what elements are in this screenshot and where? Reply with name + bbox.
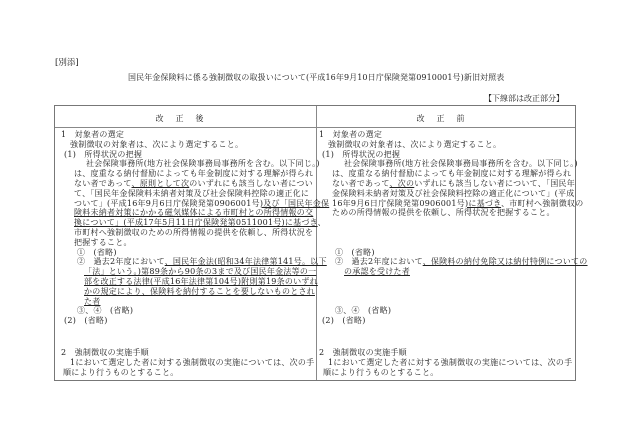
text-line [74, 228, 313, 237]
text-segment: いずれにも該当しない者について、「国民年 [414, 179, 575, 188]
text-segment: ための所得情報の提供を依頼し、所得状況を把握すること。 [332, 208, 555, 218]
annex-label: [別添] [55, 58, 79, 68]
text-line [332, 199, 584, 208]
column-header-after: 改正後 [155, 114, 216, 123]
text-segment: 市町村へ強制徴収のための所得情報の提供を依頼し、所得状況を [74, 228, 314, 237]
text-line [70, 358, 314, 367]
text-line [84, 297, 101, 306]
text-segment: ① (省略) [335, 247, 375, 257]
text-segment: のいずれにも該当しない者につい [189, 179, 313, 188]
text-line [74, 189, 309, 198]
text-line [319, 348, 407, 357]
text-segment: ない者であって [74, 179, 132, 188]
text-line [332, 189, 574, 198]
text-segment: 、 [317, 218, 326, 228]
text-segment: ない者であって [332, 179, 390, 188]
amended-text: )に基づき [465, 198, 502, 208]
text-segment: ② 過去2年度において [335, 257, 423, 267]
text-line [328, 140, 501, 149]
text-line [319, 130, 382, 139]
text-segment: 1 対象者の選定 [61, 130, 125, 139]
text-segment: (2) (省略) [64, 316, 108, 326]
header-divider [55, 127, 575, 128]
text-line [322, 316, 366, 325]
comparison-table [54, 105, 588, 381]
text-line [74, 218, 326, 227]
amended-text: た者 [84, 296, 101, 306]
amended-text: 、原則として次 [131, 179, 190, 188]
text-line [335, 257, 588, 266]
text-line [74, 238, 132, 247]
text-line [335, 248, 375, 257]
amended-text: 、保険料の納付免除又は納付特例についての [422, 257, 588, 267]
text-segment: 、市町村へ強制徴収の [501, 198, 584, 208]
text-segment: ③、④ (省略) [335, 306, 392, 316]
text-line [344, 159, 578, 168]
text-segment: は、度重なる納付督励によっても年金制度に対する理解が得られ [332, 169, 572, 179]
text-segment: 強制徴収の対象者は、次により選定すること。 [70, 139, 244, 149]
text-segment: 1において選定した者に対する強制徴収の実施については、次の手 [70, 358, 315, 367]
text-line [77, 257, 327, 266]
underline-note: 【下線部は改正部分】 [484, 94, 564, 103]
text-segment: 1において選定した者に対する強制徴収の実施については、次の手 [328, 358, 573, 367]
text-segment: て、「国民年金保険料未納者対策及び社会保険料控除の適正化に [74, 188, 310, 198]
text-line [63, 368, 179, 377]
text-segment: ② 過去2年度において [77, 257, 165, 267]
text-line [74, 179, 313, 188]
text-segment: 金保険料未納者対策及び社会保険料控除の適正化について」(平成 [332, 188, 575, 198]
text-line [332, 179, 575, 188]
text-line [61, 130, 124, 139]
text-line [61, 348, 149, 357]
text-segment: 2 強制徴収の実施手順 [61, 348, 149, 357]
amended-text: かの規定により、保険料を納付することを要しないものとされ [84, 286, 315, 296]
text-segment: ③、④ (省略) [77, 306, 134, 316]
text-line [323, 368, 439, 377]
text-line [64, 150, 142, 159]
text-line [77, 306, 133, 315]
text-segment: (1) 所得状況の把握 [322, 149, 401, 159]
amended-text: 険料未納者対策にかかる磁気媒体による市町村との所得情報の交 [74, 208, 314, 218]
column-divider [316, 106, 317, 380]
text-segment: 16年9月6日庁保険発第0906001号 [332, 198, 465, 208]
amended-text: 、国民年金法(昭和34年法律第141号。以下 [164, 257, 327, 267]
text-line [332, 208, 555, 217]
amended-text: 換について」(平成17年5月11日庁保険発第0511001号)に基づき [74, 218, 318, 228]
text-segment: 2 強制徴収の実施手順 [319, 348, 407, 357]
amended-text: の承認を受けた者 [344, 267, 410, 277]
text-line [77, 248, 117, 257]
amended-text: 部を改正する法律(平成16年法律第104号)附則第19条のいずれ [84, 277, 318, 286]
text-segment: ついて」(平成16年9月6日庁保険発第0906001号 [74, 198, 260, 208]
text-segment: 社会保険事務所(地方社会保険事務局事務所を含む。以下同じ。) [86, 159, 320, 169]
text-line [344, 267, 410, 276]
text-segment: (2) (省略) [322, 316, 366, 326]
text-line [84, 267, 316, 276]
text-segment: 社会保険事務所(地方社会保険事務局事務所を含む。以下同じ。) [344, 159, 578, 169]
column-header-before: 改正前 [416, 114, 477, 123]
text-segment: は、度重なる納付督励によっても年金制度に対する理解が得られ [74, 169, 314, 179]
text-segment: 順により行うものとすること。 [63, 368, 179, 377]
text-line [74, 208, 313, 217]
text-line [74, 169, 313, 178]
text-segment: 強制徴収の対象者は、次により選定すること。 [328, 139, 502, 149]
text-line [328, 358, 572, 367]
text-segment: 把握すること。 [74, 237, 132, 247]
document-title: 国民年金保険料に係る強制徴収の取扱いについて(平成16年9月10日庁保険発第0910001号)新旧対照表 [128, 73, 505, 82]
text-line [74, 199, 329, 208]
text-line [84, 287, 315, 296]
amended-text: 「法」という。)第89条から90条の3まで及び国民年金法等の一 [84, 267, 317, 277]
text-line [322, 150, 400, 159]
text-line [84, 277, 318, 286]
amended-text: )及び「国民年金保 [259, 198, 330, 208]
amended-text: 、次の [389, 179, 415, 188]
text-line [86, 159, 320, 168]
text-line [70, 140, 243, 149]
text-segment: 1 対象者の選定 [319, 130, 383, 139]
text-line [335, 306, 391, 315]
text-line [332, 169, 571, 178]
text-segment: ① (省略) [77, 247, 117, 257]
text-segment: (1) 所得状況の把握 [64, 149, 143, 159]
text-line [64, 316, 108, 325]
text-segment: 順により行うものとすること。 [323, 368, 439, 377]
